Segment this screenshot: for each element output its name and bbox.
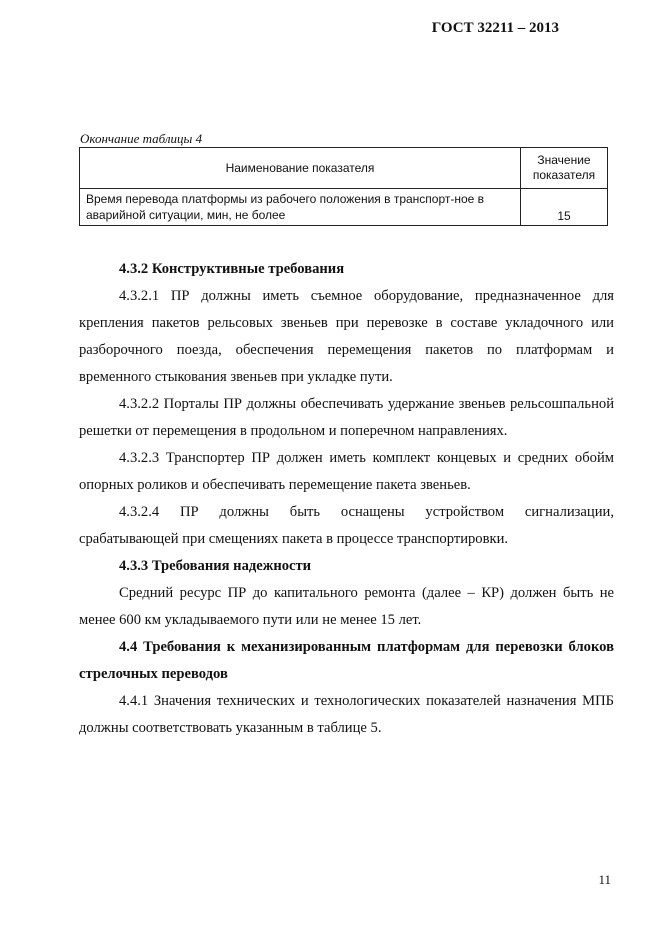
column-header-name: Наименование показателя — [80, 148, 521, 189]
table-row — [80, 189, 608, 226]
paragraph: Средний ресурс ПР до капитального ремонта (далее – КР) должен быть не менее 600 км укладываемого пути или не менее 15 лет. — [79, 585, 614, 628]
table-caption: Окончание таблицы 4 — [80, 131, 203, 146]
section-heading: 4.4 Требования к механизированным платформам для перевозки блоков стрелочных переводов — [79, 639, 614, 682]
page-number: 11 — [598, 872, 611, 887]
paragraph: 4.3.2.3 Транспортер ПР должен иметь комплект концевых и средних обойм опорных роликов и обеспечивать перемещение пакета звеньев. — [79, 450, 614, 493]
indicator-name: Время перевода платформы из рабочего положения в транспорт-ное в аварийной ситуации, мин, не более — [80, 189, 521, 226]
paragraph: 4.3.2.1 ПР должны иметь съемное оборудование, предназначенное для крепления пакетов рельсовых звеньев при перевозке в составе укладочного или разборочного поезда, обеспечения перемещения пакетов по платформам и временного стыкования звеньев при укладке пути. — [79, 288, 614, 385]
column-header-value: Значение показателя — [521, 148, 608, 189]
section-heading: 4.3.3 Требования надежности — [119, 558, 312, 574]
section-heading: 4.3.2 Конструктивные требования — [119, 261, 345, 277]
document-body — [79, 256, 614, 742]
paragraph: 4.4.1 Значения технических и технологических показателей назначения МПБ должны соответствовать указанным в таблице 5. — [79, 693, 614, 736]
indicator-value: 15 — [521, 189, 608, 226]
paragraph: 4.3.2.2 Порталы ПР должны обеспечивать удержание звеньев рельсошпальной решетки от перемещения в продольном и поперечном направлениях. — [79, 396, 614, 439]
paragraph: 4.3.2.4 ПР должны быть оснащены устройством сигнализации, срабатывающей при смещениях пакета в процессе транспортировки. — [79, 504, 614, 547]
indicator-table — [79, 147, 608, 226]
document-header: ГОСТ 32211 – 2013 — [431, 20, 559, 36]
